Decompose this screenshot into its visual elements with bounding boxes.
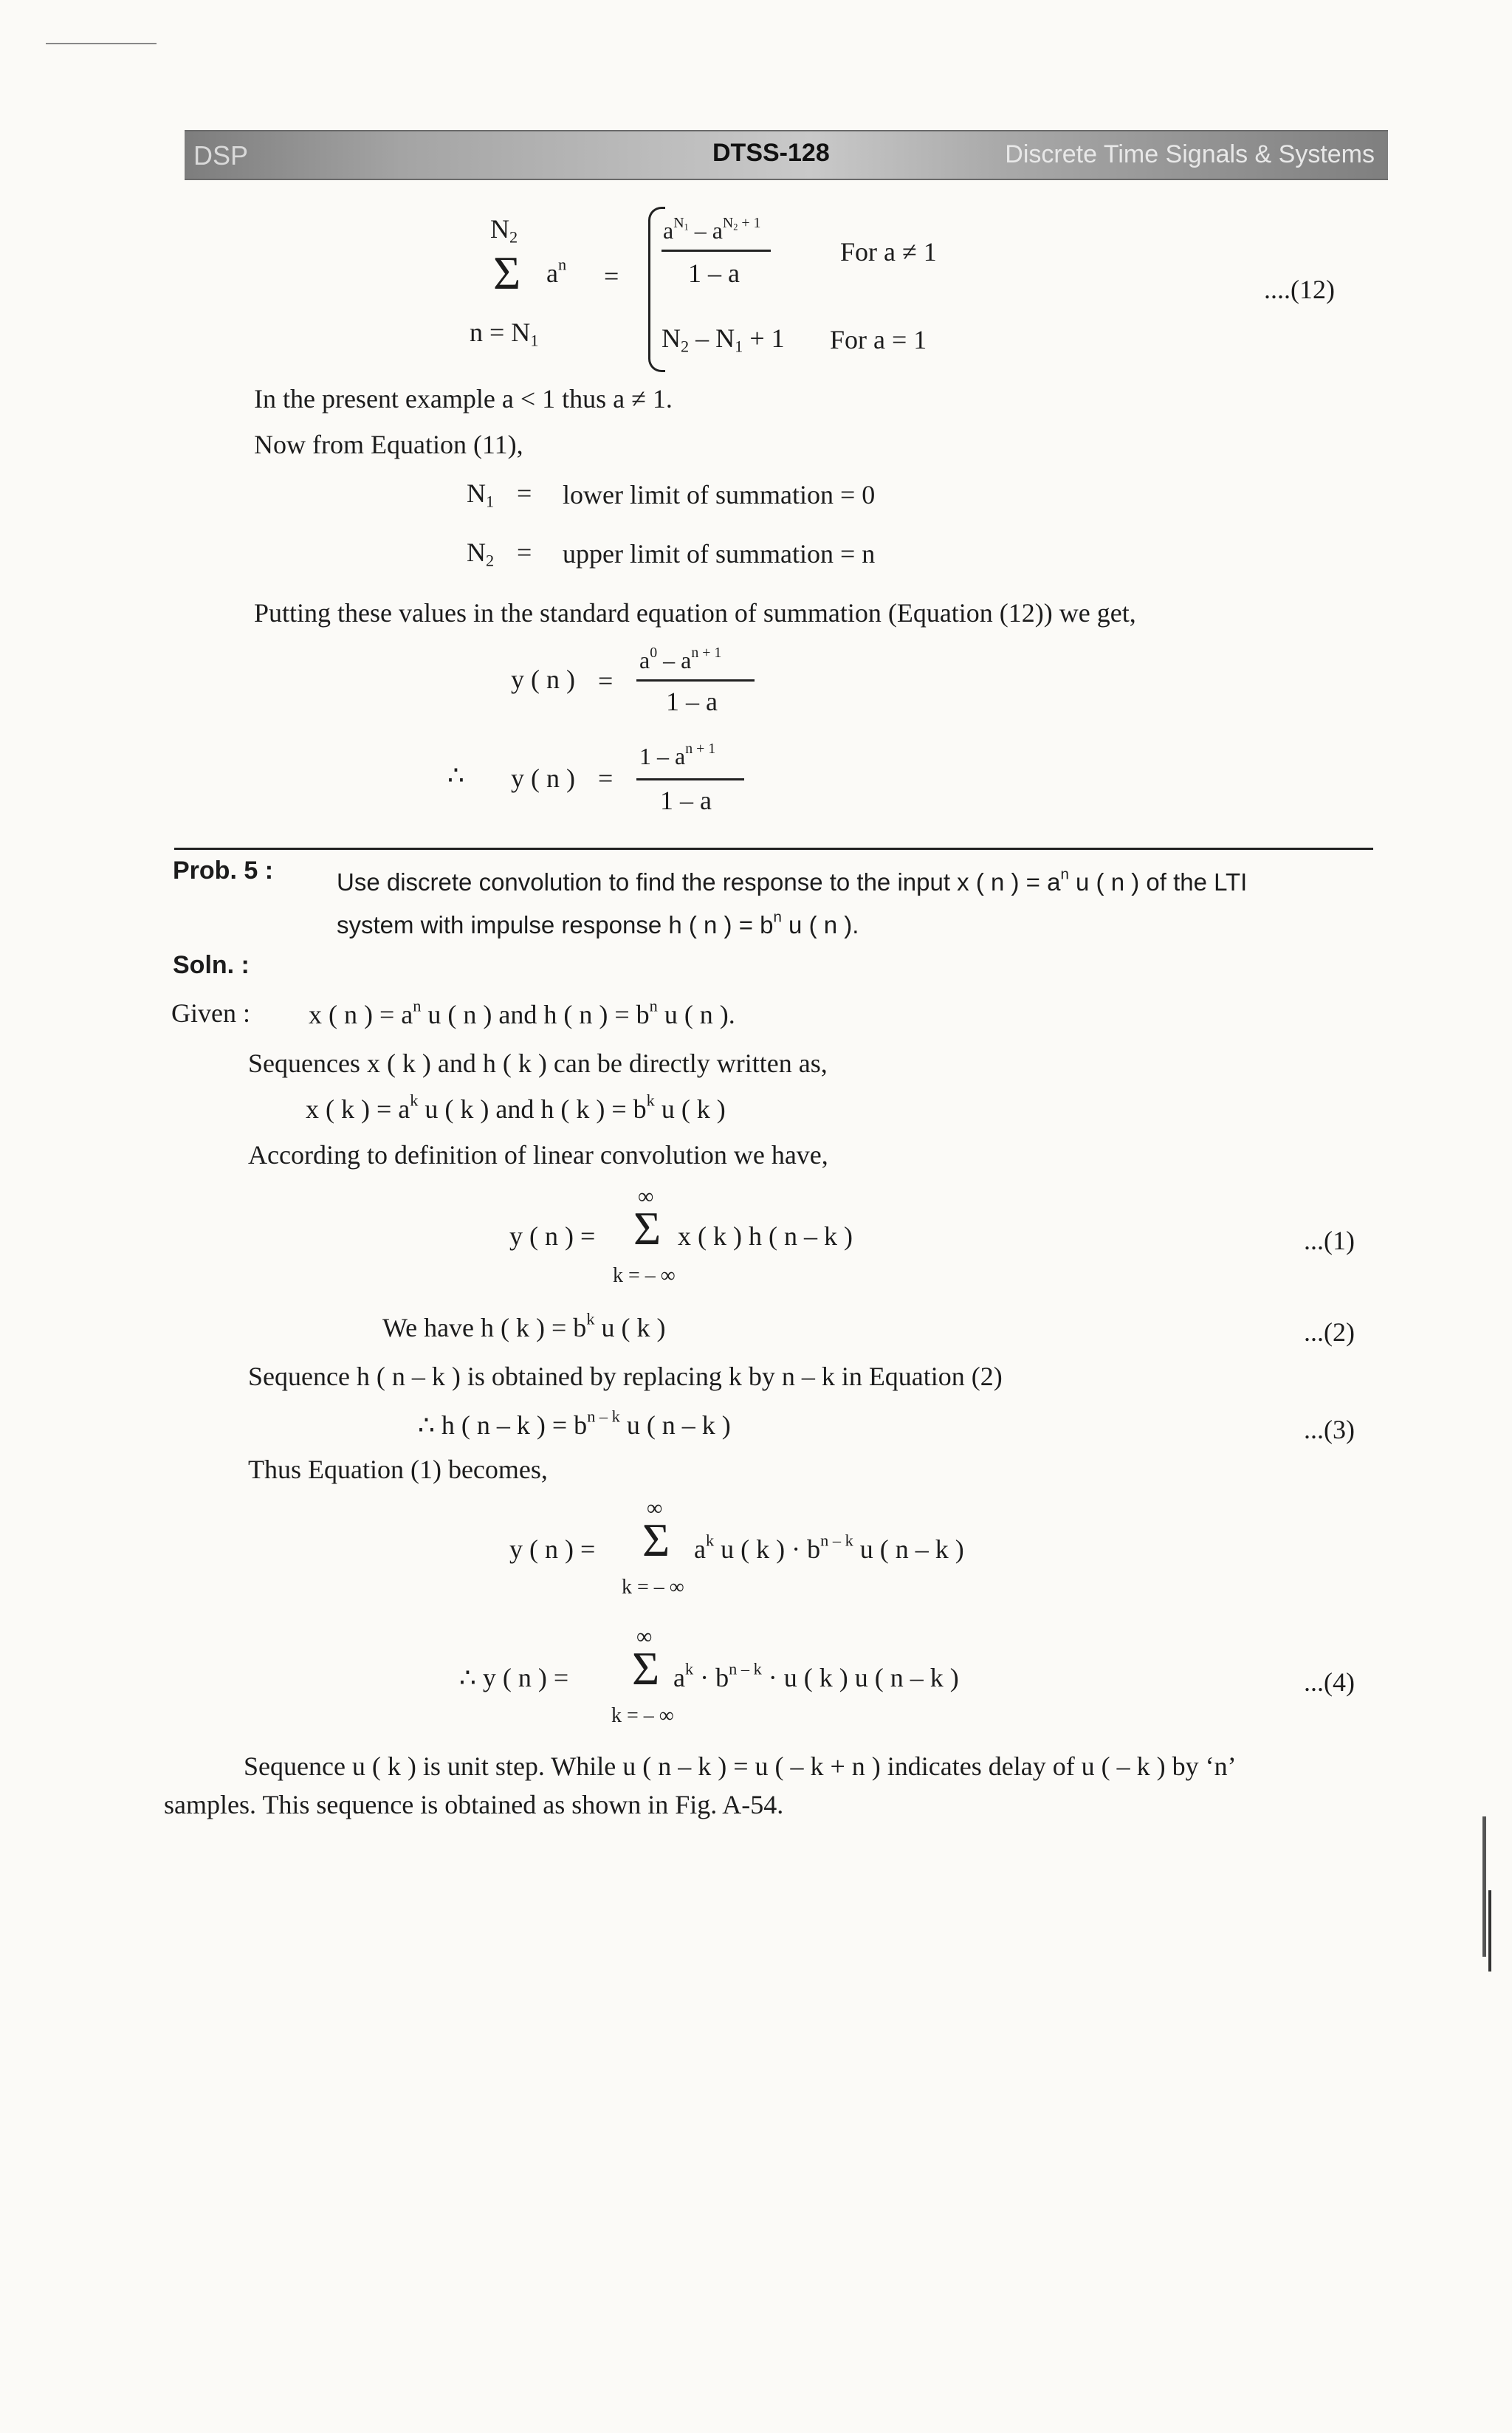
n2-equals: = [517, 538, 532, 567]
section-divider [174, 848, 1373, 850]
given-expression: x ( n ) = $a^n$ u ( n ) and h ( n ) = $b^n$ u ( n ). [309, 996, 735, 1029]
equation-number-4: ...(4) [1304, 1667, 1355, 1697]
yn-denominator-2: 1 – a [660, 786, 712, 815]
n2-definition: upper limit of summation = n [563, 539, 876, 569]
equation-number-12: ....(12) [1264, 275, 1335, 304]
sum-lower-limit: $n = N_1$ [470, 318, 539, 350]
xk-hk-expression: x ( k ) = $a^k$ u ( k ) and h ( k ) = $b^k$ u ( k ) [306, 1091, 726, 1124]
header-chapter-title: Discrete Time Signals & Systems [1005, 140, 1375, 168]
eqmid-sum-upper: ∞ [647, 1496, 663, 1520]
yn-numerator-2: $1 - a^{n + 1}$ [639, 741, 716, 769]
equation-2: We have h ( k ) = $b^k$ u ( k ) [382, 1309, 666, 1342]
equals-sign: = [604, 261, 619, 291]
now-from-text: Now from Equation (11), [254, 430, 523, 459]
n2-symbol: $N_2$ [467, 538, 495, 570]
eq4-rhs: $a^k \cdot b^{n - k} \cdot u$ ( k ) u ( n – k ) [673, 1659, 959, 1692]
sum-term: $a^n$ [546, 255, 567, 288]
scan-margin-mark [1482, 1816, 1486, 1957]
eq4-sigma: Σ [632, 1642, 660, 1695]
yn-numerator: $a^0 - a^{n + 1}$ [639, 645, 722, 673]
eq4-sum-upper: ∞ [636, 1624, 653, 1649]
equation-number-2: ...(2) [1304, 1317, 1355, 1347]
scan-margin-mark-dark [1488, 1890, 1491, 1972]
eq1-lhs: y ( n ) = [509, 1221, 596, 1251]
eqmid-sum-lower: k = – ∞ [622, 1576, 684, 1599]
yn-equals-2: = [598, 763, 614, 793]
header-page-code: DTSS-128 [712, 139, 830, 167]
sigma-symbol: Σ [493, 247, 521, 299]
eq1-sum-upper: ∞ [638, 1184, 654, 1209]
sequence-hnk-text: Sequence h ( n – k ) is obtained by replacing k by n – k in Equation (2) [248, 1362, 1003, 1391]
yn-lhs-2: y ( n ) [511, 763, 575, 793]
solution-label: Soln. : [173, 951, 250, 979]
case1-denominator: 1 – a [688, 258, 740, 288]
problem-label: Prob. 5 : [173, 857, 274, 885]
equation-number-3: ...(3) [1304, 1415, 1355, 1444]
eq1-rhs: x ( k ) h ( n – k ) [678, 1221, 853, 1251]
sum-upper-limit: $N_2$ [490, 214, 518, 247]
case1-condition: For a ≠ 1 [840, 237, 937, 267]
eq1-sigma: Σ [633, 1202, 662, 1255]
case1-numerator: $a^{N_1} - a^{N_2 + 1}$ [663, 215, 761, 244]
equation-number-1: ...(1) [1304, 1226, 1355, 1255]
n1-symbol: $N_1$ [467, 478, 495, 511]
equation-3: ∴ h ( n – k ) = $b^{n - k}$ u ( n – k ) [418, 1407, 731, 1440]
n1-definition: lower limit of summation = 0 [563, 480, 876, 509]
eqmid-rhs: $a^k$ u ( k ) · $b^{n - k}$ u ( n – k ) [694, 1531, 964, 1564]
present-example-text: In the present example a < 1 thus a ≠ 1. [254, 384, 673, 413]
yn-fraction-line-2 [636, 778, 744, 780]
case2-condition: For a = 1 [830, 325, 927, 354]
case1-fraction-line [662, 250, 771, 252]
eqmid-lhs: y ( n ) = [509, 1534, 596, 1564]
eq4-lhs: ∴ y ( n ) = [459, 1663, 569, 1692]
eqmid-sigma: Σ [642, 1514, 670, 1566]
n1-equals: = [517, 478, 532, 508]
eq4-sum-lower: k = – ∞ [611, 1704, 674, 1727]
thus-equation-text: Thus Equation (1) becomes, [248, 1455, 548, 1484]
putting-values-text: Putting these values in the standard equation of summation (Equation (12)) we get, [254, 598, 1136, 628]
sequences-written-text: Sequences x ( k ) and h ( k ) can be directly written as, [248, 1049, 828, 1078]
scan-corner-mark [46, 43, 157, 44]
yn-equals: = [598, 666, 614, 696]
page-header-band [185, 130, 1388, 180]
problem-line-1: Use discrete convolution to find the response to the input x ( n ) = $a^n$ u ( n ) of the LTI [337, 865, 1248, 896]
eq1-sum-lower: k = – ∞ [613, 1264, 676, 1287]
final-paragraph-line-1: Sequence u ( k ) is unit step. While u ( n – k ) = u ( – k + n ) indicates delay of u ( – k ) by ‘n’ [244, 1751, 1237, 1781]
yn-denominator: 1 – a [666, 687, 718, 716]
therefore-symbol: ∴ [447, 761, 464, 790]
given-label: Given : [171, 998, 250, 1028]
case2-expression: $N_2 - N_1 + 1$ [662, 323, 785, 356]
yn-lhs: y ( n ) [511, 665, 575, 694]
according-definition-text: According to definition of linear convolution we have, [248, 1140, 828, 1170]
final-paragraph-line-2: samples. This sequence is obtained as shown in Fig. A-54. [164, 1790, 784, 1819]
yn-fraction-line [636, 679, 755, 682]
problem-line-2: system with impulse response h ( n ) = $b^n$ u ( n ). [337, 908, 859, 938]
header-subject: DSP [193, 140, 249, 171]
